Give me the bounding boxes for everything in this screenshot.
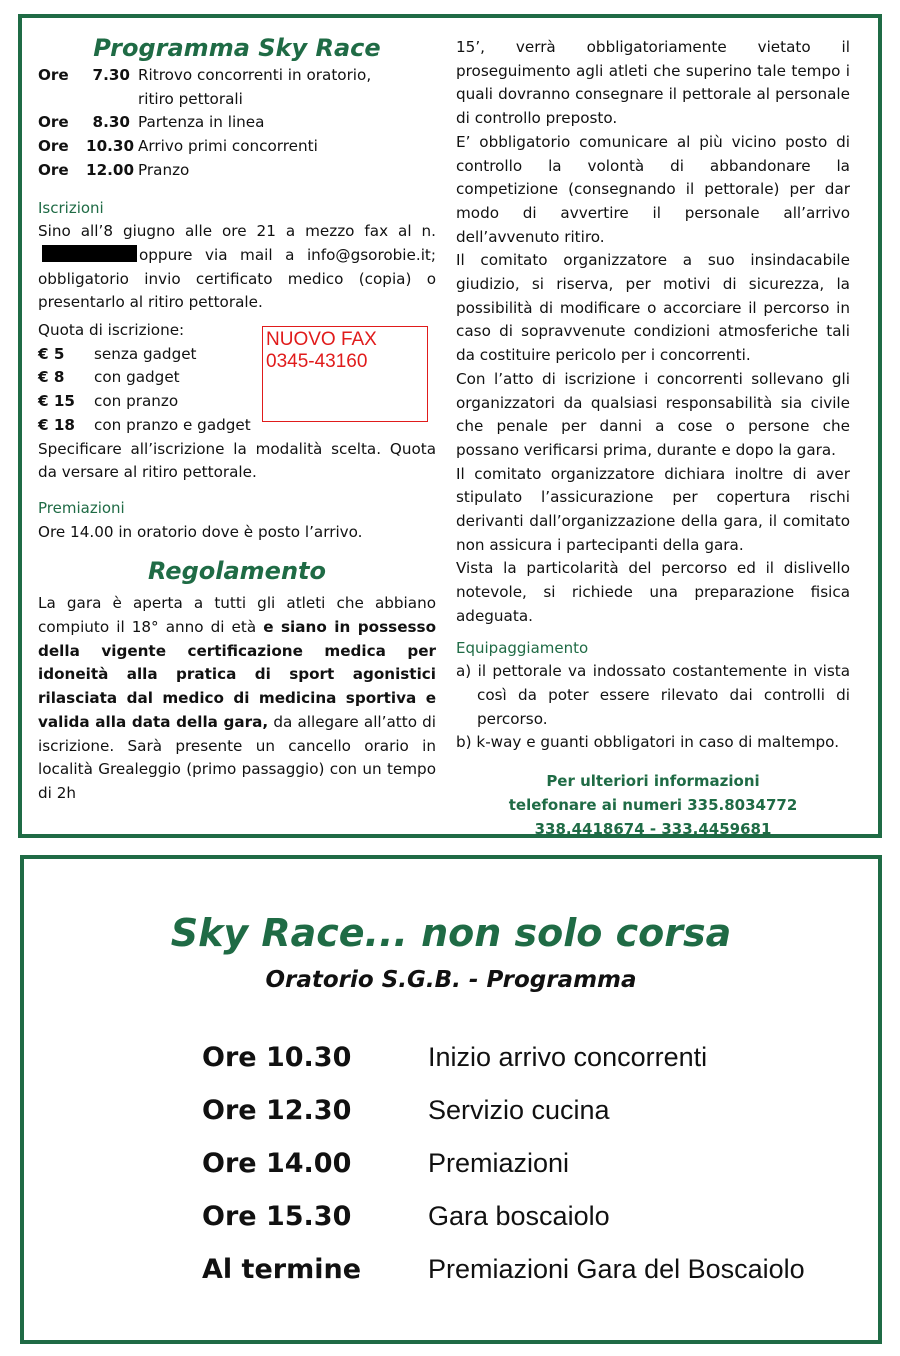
iscrizioni-heading: Iscrizioni — [38, 198, 104, 217]
right-column — [456, 36, 850, 841]
program-row — [38, 135, 436, 159]
program-row — [38, 64, 436, 111]
schedule-desc: Premiazioni Gara del Boscaiolo — [428, 1254, 805, 1284]
schedule-desc: Inizio arrivo concorrenti — [428, 1042, 708, 1072]
regolamento-paragraph-1: La gara è aperta a tutti gli atleti che abbiano compiuto il 18° anno di età e siano in possesso della vigente certificazione medica per idoneità alla pratica di sport agonistici rilasciata dal medico di medicina sportiva e valida alla data della gara, da allegare all’atto di iscrizione. Sarà presente un cancello orario in località Grealeggio (primo passaggio) con un tempo di 2h — [38, 594, 437, 802]
fee-desc: con gadget — [94, 368, 180, 387]
regolamento-paragraph-6: Il comitato organizzatore dichiara inoltre di aver stipulato l’assicurazione per copertura rischi derivanti dall’organizzazione della gara, il comitato non assicura i partecipanti della gara. — [456, 464, 850, 554]
ore-label: Ore — [38, 160, 69, 179]
program-list — [38, 64, 436, 183]
program-row — [38, 159, 436, 183]
schedule-desc: Gara boscaiolo — [428, 1201, 610, 1231]
info-block — [456, 769, 850, 841]
regolamento-paragraph-5: Con l’atto di iscrizione i concorrenti sollevano gli organizzatori da qualsiasi responsabilità sia civile che penale per danni a cose o persone che possano verificarsi prima, durante e dopo la gara. — [456, 369, 850, 459]
regolamento-paragraph-3: E’ obbligatorio comunicare al più vicino posto di controllo la volontà di abbandonare la competizione (consegnando il pettorale) per dar modo di avvertire il personale all’arrivo dell’avvenuto ritiro. — [456, 132, 850, 246]
top-panel — [18, 14, 882, 838]
fee-desc: con pranzo — [94, 392, 179, 411]
info-line-1: Per ulteriori informazioni — [546, 772, 760, 791]
schedule-time: Ore 10.30 — [202, 1042, 352, 1073]
fee-amount: € 18 — [38, 415, 75, 434]
bottom-panel — [20, 855, 882, 1344]
program-time: 7.30 — [92, 66, 130, 84]
ore-label: Ore — [38, 66, 69, 84]
fax-notice-title: NUOVO FAX — [266, 329, 377, 350]
redacted-fax-number — [42, 245, 137, 262]
regolamento-paragraph-4: Il comitato organizzatore a suo insindacabile giudizio, si riserva, per motivi di sicurezza, la possibilità di modificare o accorciare il percorso in caso di sopravvenute condizioni atmosferiche tali da costituire pericolo per i concorrenti. — [456, 251, 850, 365]
program-desc: Partenza in linea — [138, 113, 265, 132]
iscrizioni-text: Sino all’8 giugno alle ore 21 a mezzo fax al n.oppure via mail a info@gsorobie.it; obbligatorio invio certificato medico (copia) o presentarlo al ritiro pettorale. — [38, 222, 436, 312]
program-desc: Pranzo — [138, 160, 190, 179]
fee-amount: € 15 — [38, 392, 75, 411]
bottom-subtitle: Oratorio S.G.B. - Programma — [265, 967, 637, 993]
info-line-3: 338.4418674 - 333.4459681 — [534, 820, 772, 839]
schedule-time: Ore 12.30 — [202, 1095, 352, 1126]
equipment-item: a) il pettorale va indossato costantemente in vista così da poter essere rilevato dai controlli di percorso. — [456, 662, 850, 728]
program-time: 10.30 — [86, 137, 135, 156]
program-time: 12.00 — [86, 160, 135, 179]
program-title: Programma Sky Race — [93, 34, 381, 62]
program-desc: Arrivo primi concorrenti — [138, 137, 318, 156]
schedule-row — [202, 1137, 862, 1190]
schedule-row — [202, 1243, 862, 1296]
regolamento-paragraph-7: Vista la particolarità del percorso ed il dislivello notevole, si richiede una preparazione fisica adeguata. — [456, 559, 850, 625]
fee-amount: € 8 — [38, 368, 65, 387]
premiazioni-heading: Premiazioni — [38, 498, 125, 517]
program-time: 8.30 — [92, 113, 130, 132]
fax-notice-box — [262, 326, 428, 422]
schedule-desc: Premiazioni — [428, 1148, 570, 1178]
schedule-time: Ore 15.30 — [202, 1201, 352, 1232]
bottom-title: Sky Race... non solo corsa — [170, 911, 732, 955]
schedule-row — [202, 1031, 862, 1084]
schedule-time: Al termine — [202, 1254, 362, 1285]
equipaggiamento-heading: Equipaggiamento — [456, 638, 589, 657]
regolamento-paragraph-2: 15’, verrà obbligatoriamente vietato il proseguimento agli atleti che superino tale tempo i quali dovranno consegnare il pettorale al personale di controllo preposto. — [456, 38, 850, 128]
schedule-time: Ore 14.00 — [202, 1148, 352, 1179]
schedule-row — [202, 1190, 862, 1243]
schedule-list — [202, 1031, 862, 1296]
program-desc-2: ritiro pettorali — [138, 89, 243, 108]
ore-label: Ore — [38, 137, 69, 156]
fax-notice-number: 0345-43160 — [266, 351, 368, 372]
iscrizioni-note: Specificare all’iscrizione la modalità scelta. Quota da versare al ritiro pettorale. — [38, 439, 436, 482]
info-line-2: telefonare ai numeri 335.8034772 — [508, 796, 798, 815]
quota-label: Quota di iscrizione: — [38, 321, 185, 340]
program-desc: Ritrovo concorrenti in oratorio, — [138, 66, 372, 84]
schedule-desc: Servizio cucina — [428, 1095, 610, 1125]
regolamento-title: Regolamento — [148, 557, 326, 586]
schedule-row — [202, 1084, 862, 1137]
fee-amount: € 5 — [38, 344, 65, 363]
fee-desc: con pranzo e gadget — [94, 415, 251, 434]
fee-desc: senza gadget — [94, 344, 197, 363]
ore-label: Ore — [38, 113, 69, 132]
premiazioni-text: Ore 14.00 in oratorio dove è posto l’arrivo. — [38, 522, 363, 541]
equipment-item: b) k-way e guanti obbligatori in caso di maltempo. — [456, 733, 840, 752]
program-row — [38, 111, 436, 135]
